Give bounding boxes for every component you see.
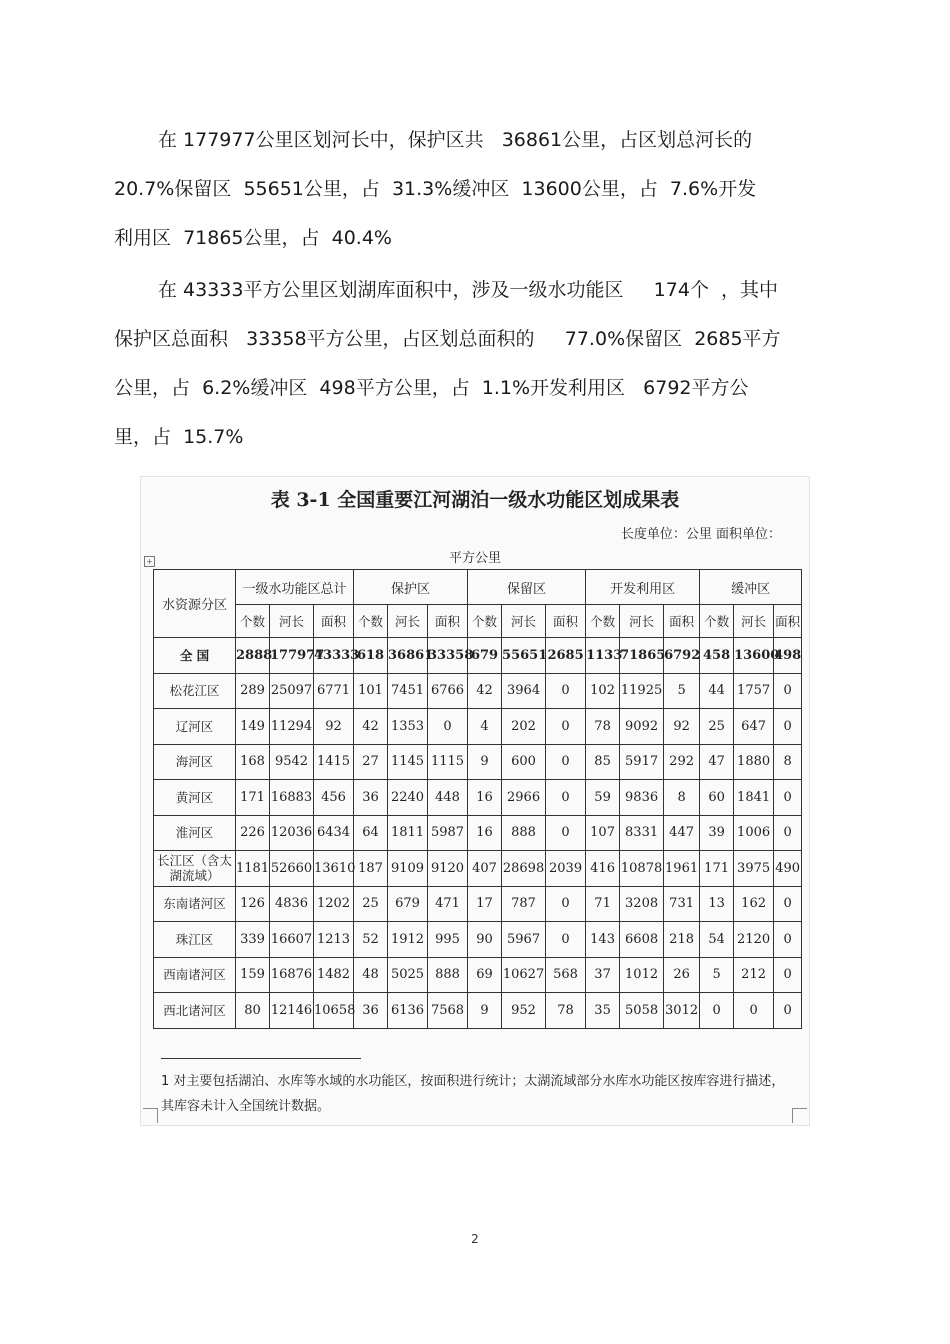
table-cell: 25097 bbox=[270, 673, 314, 709]
table-cell: 25 bbox=[354, 886, 388, 922]
table-cell: 9 bbox=[468, 993, 502, 1029]
table-cell: 218 bbox=[664, 922, 700, 958]
table-cell: 159 bbox=[236, 957, 270, 993]
table-cell: 456 bbox=[314, 780, 354, 816]
table-cell: 36 bbox=[354, 780, 388, 816]
table-cell: 6771 bbox=[314, 673, 354, 709]
table-cell: 6608 bbox=[620, 922, 664, 958]
table-cell: 90 bbox=[468, 922, 502, 958]
table-cell: 0 bbox=[546, 673, 586, 709]
region-name: 辽河区 bbox=[154, 709, 236, 745]
table-row bbox=[154, 815, 802, 851]
table-cell: 471 bbox=[428, 886, 468, 922]
table-cell: 888 bbox=[502, 815, 546, 851]
table-cell: 0 bbox=[546, 780, 586, 816]
region-name: 松花江区 bbox=[154, 673, 236, 709]
table-cell: 52 bbox=[354, 922, 388, 958]
region-name: 黄河区 bbox=[154, 780, 236, 816]
region-name: 海河区 bbox=[154, 744, 236, 780]
region-name: 淮河区 bbox=[154, 815, 236, 851]
table-cell: 0 bbox=[774, 922, 802, 958]
table-cell: 16876 bbox=[270, 957, 314, 993]
footnote-rule bbox=[161, 1058, 361, 1059]
table-cell: 1415 bbox=[314, 744, 354, 780]
sub-header: 面积 bbox=[428, 605, 468, 638]
table-cell: 85 bbox=[586, 744, 620, 780]
table-cell: 7451 bbox=[388, 673, 428, 709]
table-cell: 1145 bbox=[388, 744, 428, 780]
table-cell: 11294 bbox=[270, 709, 314, 745]
table-cell: 1841 bbox=[734, 780, 774, 816]
table-cell: 0 bbox=[774, 709, 802, 745]
table-cell: 17 bbox=[468, 886, 502, 922]
table-cell: 679 bbox=[388, 886, 428, 922]
table-cell: 27 bbox=[354, 744, 388, 780]
table-cell: 9109 bbox=[388, 851, 428, 887]
table-cell: 48 bbox=[354, 957, 388, 993]
sub-header: 个数 bbox=[586, 605, 620, 638]
table-cell: 168 bbox=[236, 744, 270, 780]
table-cell: 60 bbox=[700, 780, 734, 816]
table-row bbox=[154, 886, 802, 922]
table-cell: 212 bbox=[734, 957, 774, 993]
table-cell: 2685 bbox=[546, 638, 586, 674]
paragraph-lake-area bbox=[114, 266, 814, 462]
table-cell: 13600 bbox=[734, 638, 774, 674]
table-cell: 42 bbox=[468, 673, 502, 709]
table-cell: 600 bbox=[502, 744, 546, 780]
table-cell: 1202 bbox=[314, 886, 354, 922]
unit-note-continued: 平方公里 bbox=[448, 551, 501, 566]
paragraph-line: 在 177977公里区划河长中，保护区共 36861公里，占区划总河长的 bbox=[158, 129, 753, 151]
table-cell: 1006 bbox=[734, 815, 774, 851]
table-cell: 5 bbox=[700, 957, 734, 993]
table-cell: 12036 bbox=[270, 815, 314, 851]
table-cell: 8 bbox=[664, 780, 700, 816]
sub-header: 河长 bbox=[502, 605, 546, 638]
table-cell: 448 bbox=[428, 780, 468, 816]
paragraph-line: 保护区总面积 33358平方公里，占区划总面积的 77.0%保留区 2685平方 bbox=[114, 328, 781, 350]
table-cell: 10627 bbox=[502, 957, 546, 993]
table-cell: 69 bbox=[468, 957, 502, 993]
table-cell: 8331 bbox=[620, 815, 664, 851]
table-cell: 37 bbox=[586, 957, 620, 993]
table-cell: 0 bbox=[546, 744, 586, 780]
table-cell: 5917 bbox=[620, 744, 664, 780]
crop-mark bbox=[143, 1108, 158, 1123]
table-figure bbox=[140, 476, 810, 1126]
table-cell: 42 bbox=[354, 709, 388, 745]
table-cell: 28698 bbox=[502, 851, 546, 887]
table-cell: 618 bbox=[354, 638, 388, 674]
group-header: 一级水功能区总计 bbox=[236, 570, 354, 605]
table-cell: 1912 bbox=[388, 922, 428, 958]
table-cell: 78 bbox=[546, 993, 586, 1029]
table-cell: 25 bbox=[700, 709, 734, 745]
table-cell: 16 bbox=[468, 815, 502, 851]
table-cell: 226 bbox=[236, 815, 270, 851]
table-cell: 54 bbox=[700, 922, 734, 958]
table-cell: 10878 bbox=[620, 851, 664, 887]
table-cell: 171 bbox=[236, 780, 270, 816]
table-row bbox=[154, 851, 802, 887]
table-cell: 2120 bbox=[734, 922, 774, 958]
table-cell: 4 bbox=[468, 709, 502, 745]
table-cell: 1133 bbox=[586, 638, 620, 674]
table-row bbox=[154, 957, 802, 993]
table-cell: 13610 bbox=[314, 851, 354, 887]
table-cell: 92 bbox=[314, 709, 354, 745]
table-row bbox=[154, 922, 802, 958]
table-cell: 5058 bbox=[620, 993, 664, 1029]
table-cell: 407 bbox=[468, 851, 502, 887]
sub-header: 个数 bbox=[700, 605, 734, 638]
table-cell: 0 bbox=[428, 709, 468, 745]
paragraph-line: 利用区 71865公里，占 40.4% bbox=[114, 227, 392, 249]
table-cell: 1757 bbox=[734, 673, 774, 709]
page-number: 2 bbox=[471, 1232, 479, 1246]
table-cell: 71 bbox=[586, 886, 620, 922]
table-row bbox=[154, 780, 802, 816]
table-cell: 126 bbox=[236, 886, 270, 922]
table-cell: 36 bbox=[354, 993, 388, 1029]
table-cell: 149 bbox=[236, 709, 270, 745]
region-name: 西南诸河区 bbox=[154, 957, 236, 993]
table-cell: 0 bbox=[546, 922, 586, 958]
table-cell: 490 bbox=[774, 851, 802, 887]
sub-header: 面积 bbox=[546, 605, 586, 638]
table-cell: 3012 bbox=[664, 993, 700, 1029]
table-cell: 458 bbox=[700, 638, 734, 674]
table-cell: 39 bbox=[700, 815, 734, 851]
table-cell: 9 bbox=[468, 744, 502, 780]
table-cell: 339 bbox=[236, 922, 270, 958]
sub-header: 面积 bbox=[314, 605, 354, 638]
table-row bbox=[154, 993, 802, 1029]
table-cell: 995 bbox=[428, 922, 468, 958]
unit-note: 长度单位：公里 面积单位： bbox=[620, 527, 781, 542]
table-cell: 3208 bbox=[620, 886, 664, 922]
table-cell: 5 bbox=[664, 673, 700, 709]
table-cell: 0 bbox=[700, 993, 734, 1029]
table-cell: 71865 bbox=[620, 638, 664, 674]
sub-header: 河长 bbox=[620, 605, 664, 638]
table-cell: 3975 bbox=[734, 851, 774, 887]
table-cell: 568 bbox=[546, 957, 586, 993]
table-cell: 0 bbox=[734, 993, 774, 1029]
table-cell: 43333 bbox=[314, 638, 354, 674]
region-name: 珠江区 bbox=[154, 922, 236, 958]
table-cell: 952 bbox=[502, 993, 546, 1029]
group-header: 保护区 bbox=[354, 570, 468, 605]
paragraph-river-length bbox=[114, 116, 814, 263]
sub-header: 个数 bbox=[468, 605, 502, 638]
group-header: 开发利用区 bbox=[586, 570, 700, 605]
region-name: 全 国 bbox=[154, 638, 236, 674]
table-cell: 143 bbox=[586, 922, 620, 958]
table-cell: 16883 bbox=[270, 780, 314, 816]
group-header: 保留区 bbox=[468, 570, 586, 605]
table-cell: 498 bbox=[774, 638, 802, 674]
table-cell: 1880 bbox=[734, 744, 774, 780]
table-cell: 1961 bbox=[664, 851, 700, 887]
crop-mark bbox=[792, 1108, 807, 1123]
table-cell: 2039 bbox=[546, 851, 586, 887]
table-cell: 0 bbox=[774, 780, 802, 816]
table-cell: 1115 bbox=[428, 744, 468, 780]
table-cell: 59 bbox=[586, 780, 620, 816]
table-row bbox=[154, 673, 802, 709]
table-cell: 1811 bbox=[388, 815, 428, 851]
sub-header: 个数 bbox=[236, 605, 270, 638]
table-cell: 47 bbox=[700, 744, 734, 780]
table-cell: 202 bbox=[502, 709, 546, 745]
table-cell: 2888 bbox=[236, 638, 270, 674]
paragraph-line: 公里，占 6.2%缓冲区 498平方公里，占 1.1%开发利用区 6792平方公 bbox=[114, 377, 749, 399]
table-cell: 1213 bbox=[314, 922, 354, 958]
table-cell: 26 bbox=[664, 957, 700, 993]
table-cell: 0 bbox=[546, 886, 586, 922]
table-cell: 9092 bbox=[620, 709, 664, 745]
sub-header: 河长 bbox=[734, 605, 774, 638]
sub-header: 面积 bbox=[664, 605, 700, 638]
table-cell: 679 bbox=[468, 638, 502, 674]
sub-header: 个数 bbox=[354, 605, 388, 638]
region-name: 西北诸河区 bbox=[154, 993, 236, 1029]
table-cell: 6792 bbox=[664, 638, 700, 674]
table-cell: 731 bbox=[664, 886, 700, 922]
table-cell: 52660 bbox=[270, 851, 314, 887]
table-cell: 9542 bbox=[270, 744, 314, 780]
region-name: 东南诸河区 bbox=[154, 886, 236, 922]
table-cell: 1181 bbox=[236, 851, 270, 887]
table-footnote: 1 对主要包括湖泊、水库等水域的水功能区，按面积进行统计；太湖流域部分水库水功能区按库容进行描述，其库容未计入全国统计数据。 bbox=[161, 1074, 785, 1114]
table-cell: 9120 bbox=[428, 851, 468, 887]
table-cell: 5025 bbox=[388, 957, 428, 993]
table-cell: 5967 bbox=[502, 922, 546, 958]
table-cell: 64 bbox=[354, 815, 388, 851]
table-cell: 162 bbox=[734, 886, 774, 922]
group-header: 缓冲区 bbox=[700, 570, 802, 605]
table-cell: 92 bbox=[664, 709, 700, 745]
table-cell: 7568 bbox=[428, 993, 468, 1029]
table-cell: 35 bbox=[586, 993, 620, 1029]
sub-header: 面积 bbox=[774, 605, 802, 638]
table-cell: 16 bbox=[468, 780, 502, 816]
table-cell: 289 bbox=[236, 673, 270, 709]
table-cell: 12146 bbox=[270, 993, 314, 1029]
table-move-handle-icon[interactable]: + bbox=[144, 556, 155, 567]
table-cell: 33358 bbox=[428, 638, 468, 674]
table-cell: 1482 bbox=[314, 957, 354, 993]
table-cell: 6434 bbox=[314, 815, 354, 851]
table-cell: 0 bbox=[546, 815, 586, 851]
paragraph-line: 里，占 15.7% bbox=[114, 426, 244, 448]
table-row bbox=[154, 709, 802, 745]
table-cell: 647 bbox=[734, 709, 774, 745]
table-cell: 101 bbox=[354, 673, 388, 709]
table-cell: 55651 bbox=[502, 638, 546, 674]
table-cell: 16607 bbox=[270, 922, 314, 958]
table-cell: 0 bbox=[774, 957, 802, 993]
table-cell: 1353 bbox=[388, 709, 428, 745]
table-cell: 2966 bbox=[502, 780, 546, 816]
table-cell: 177977 bbox=[270, 638, 314, 674]
table-title: 表 3-1 全国重要江河湖泊一级水功能区划成果表 bbox=[270, 489, 680, 511]
table-cell: 3964 bbox=[502, 673, 546, 709]
table-cell: 6766 bbox=[428, 673, 468, 709]
table-cell: 9836 bbox=[620, 780, 664, 816]
table-row bbox=[154, 638, 802, 674]
table-cell: 44 bbox=[700, 673, 734, 709]
table-cell: 447 bbox=[664, 815, 700, 851]
table-cell: 888 bbox=[428, 957, 468, 993]
table-cell: 0 bbox=[774, 993, 802, 1029]
table-cell: 36861 bbox=[388, 638, 428, 674]
table-cell: 0 bbox=[546, 709, 586, 745]
table-cell: 787 bbox=[502, 886, 546, 922]
table-cell: 78 bbox=[586, 709, 620, 745]
region-name: 长江区（含太湖流域） bbox=[154, 851, 236, 887]
table-cell: 416 bbox=[586, 851, 620, 887]
table-cell: 107 bbox=[586, 815, 620, 851]
row-header-region: 水资源分区 bbox=[154, 570, 236, 638]
table-cell: 4836 bbox=[270, 886, 314, 922]
water-function-zone-table bbox=[153, 569, 802, 1029]
paragraph-line: 在 43333平方公里区划湖库面积中，涉及一级水功能区 174个 ，其中 bbox=[158, 279, 779, 301]
table-cell: 11925 bbox=[620, 673, 664, 709]
table-cell: 0 bbox=[774, 815, 802, 851]
table-cell: 5987 bbox=[428, 815, 468, 851]
table-row bbox=[154, 744, 802, 780]
table-cell: 6136 bbox=[388, 993, 428, 1029]
table-cell: 2240 bbox=[388, 780, 428, 816]
table-cell: 10658 bbox=[314, 993, 354, 1029]
table-cell: 171 bbox=[700, 851, 734, 887]
table-cell: 13 bbox=[700, 886, 734, 922]
sub-header: 河长 bbox=[388, 605, 428, 638]
table-cell: 187 bbox=[354, 851, 388, 887]
table-cell: 0 bbox=[774, 673, 802, 709]
sub-header: 河长 bbox=[270, 605, 314, 638]
table-cell: 8 bbox=[774, 744, 802, 780]
table-cell: 102 bbox=[586, 673, 620, 709]
table-cell: 80 bbox=[236, 993, 270, 1029]
table-cell: 0 bbox=[774, 886, 802, 922]
paragraph-line: 20.7%保留区 55651公里，占 31.3%缓冲区 13600公里，占 7.6%开发 bbox=[114, 178, 757, 200]
table-cell: 292 bbox=[664, 744, 700, 780]
table-cell: 1012 bbox=[620, 957, 664, 993]
